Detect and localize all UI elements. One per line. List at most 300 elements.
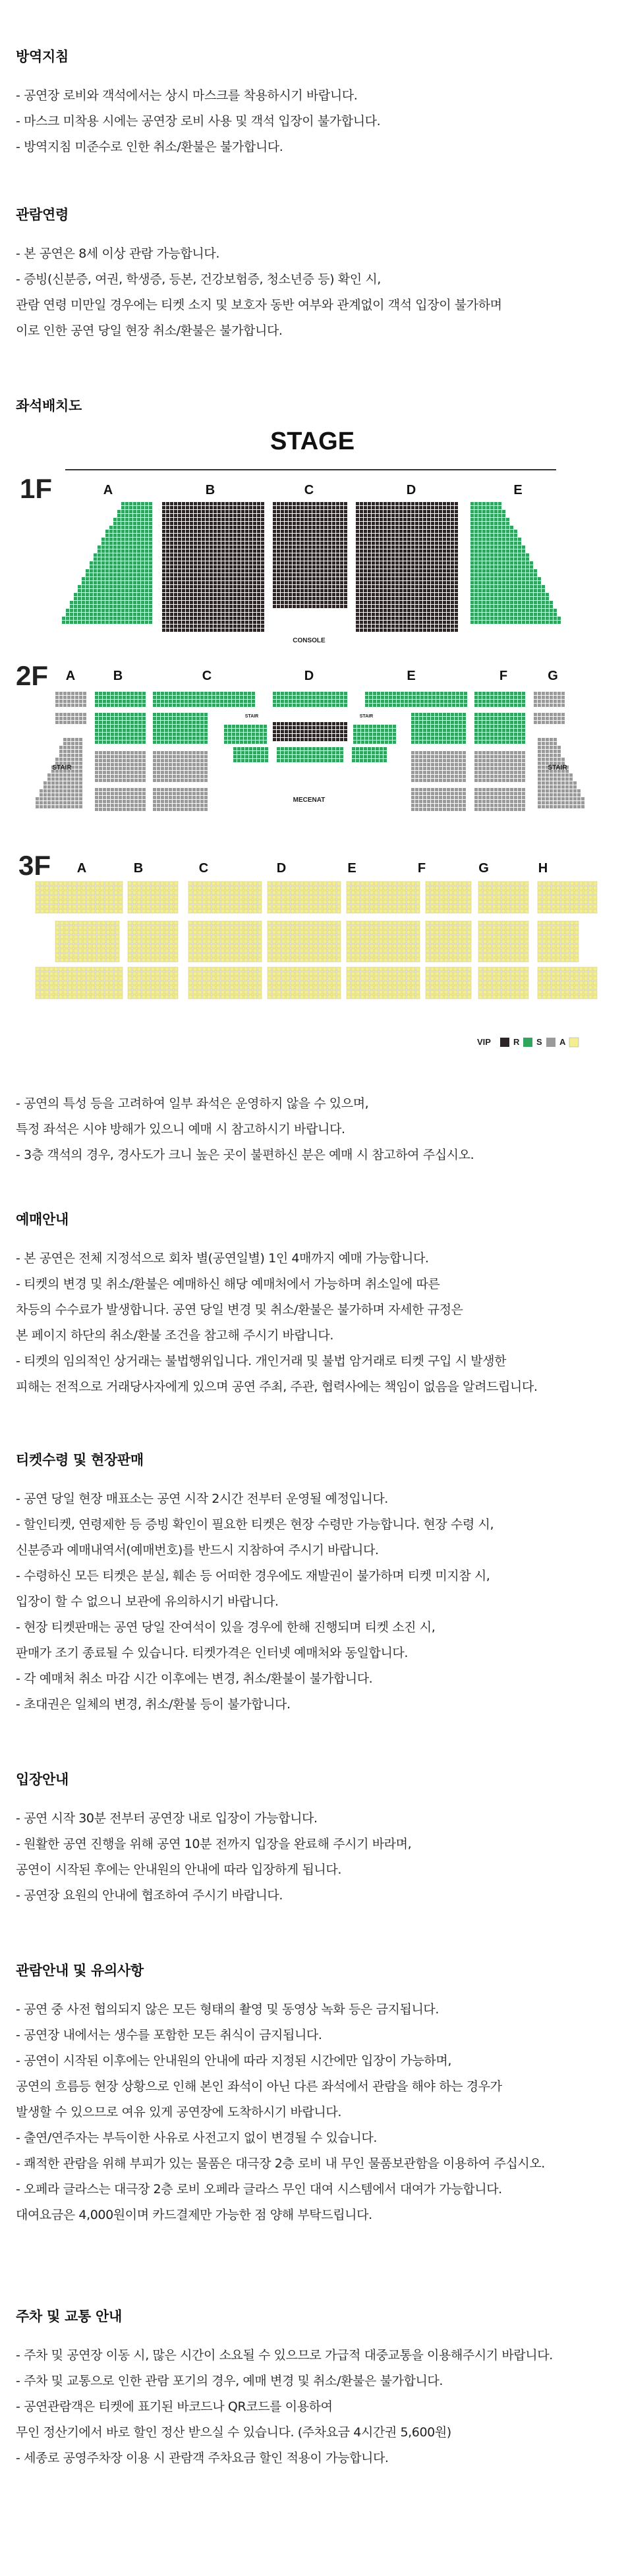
seat	[478, 729, 482, 732]
seat	[474, 737, 478, 740]
seat	[204, 771, 208, 774]
seat	[66, 617, 69, 620]
seat	[419, 737, 422, 740]
seat	[490, 700, 494, 703]
seat	[365, 729, 368, 732]
seat	[336, 561, 339, 565]
seat	[514, 553, 517, 557]
seat	[423, 506, 426, 509]
seat	[557, 621, 561, 624]
seat	[130, 741, 134, 744]
seat	[352, 759, 355, 762]
seat	[265, 747, 268, 750]
seat	[320, 538, 324, 541]
seat	[373, 733, 376, 736]
seat	[133, 601, 136, 604]
seat	[328, 542, 331, 545]
seat	[344, 565, 347, 569]
seat	[233, 609, 237, 612]
seat	[213, 565, 217, 569]
seat	[502, 704, 505, 707]
seat	[482, 721, 486, 724]
seat	[161, 759, 164, 762]
seat	[170, 577, 173, 580]
seat	[478, 577, 482, 580]
seat	[204, 755, 208, 758]
seat	[113, 546, 117, 549]
seat	[542, 700, 545, 703]
seat	[427, 526, 430, 529]
seat	[178, 553, 181, 557]
seat	[344, 581, 347, 584]
seat	[63, 704, 67, 707]
seat	[514, 585, 517, 588]
seat	[161, 767, 164, 770]
seat	[431, 775, 434, 778]
seat	[419, 546, 422, 549]
seat	[381, 741, 384, 744]
seat	[75, 750, 78, 753]
seat	[117, 613, 121, 616]
seat	[127, 771, 130, 774]
seat	[364, 625, 367, 628]
seat	[340, 546, 343, 549]
seat	[360, 526, 363, 529]
seat	[427, 589, 430, 592]
seat	[474, 585, 478, 588]
seat	[308, 569, 312, 573]
seat	[170, 581, 173, 584]
seat	[554, 613, 557, 616]
seat	[498, 737, 501, 740]
seat	[157, 737, 160, 740]
seat	[316, 530, 320, 533]
seat	[134, 767, 138, 770]
seat	[233, 561, 237, 565]
seat	[225, 597, 229, 600]
seat	[137, 542, 140, 545]
seat	[561, 704, 565, 707]
seat	[177, 700, 180, 703]
seat	[431, 767, 434, 770]
seat	[336, 569, 339, 573]
seat	[376, 617, 379, 620]
seat	[137, 506, 140, 509]
seat	[380, 553, 383, 557]
seat	[381, 737, 384, 740]
seat	[198, 530, 201, 533]
seat	[67, 754, 71, 757]
seat	[407, 629, 411, 632]
seat	[181, 692, 184, 695]
seat	[387, 597, 391, 600]
seat	[380, 597, 383, 600]
seat	[277, 506, 280, 509]
seat	[522, 597, 525, 600]
seat	[103, 713, 106, 716]
seat	[297, 581, 300, 584]
seat	[162, 629, 165, 632]
seat	[455, 741, 458, 744]
seat	[308, 726, 312, 729]
seat	[237, 522, 241, 525]
seat	[415, 538, 418, 541]
seat	[435, 573, 438, 576]
seat	[407, 506, 411, 509]
seat	[360, 573, 363, 576]
seat	[293, 561, 296, 565]
seat	[82, 589, 85, 592]
seat	[419, 593, 422, 596]
seat	[300, 759, 304, 762]
seat	[490, 721, 494, 724]
seat	[149, 526, 152, 529]
seat	[145, 546, 148, 549]
seat	[98, 561, 101, 565]
seat	[233, 581, 237, 584]
seat	[364, 601, 367, 604]
seat	[384, 549, 387, 553]
seat	[217, 553, 221, 557]
seat	[308, 593, 312, 596]
seat	[308, 530, 312, 533]
seat	[542, 609, 545, 612]
seat-block	[474, 692, 525, 707]
seat	[427, 510, 430, 513]
seat	[395, 581, 399, 584]
seat	[397, 696, 400, 699]
seat	[277, 734, 280, 737]
seat	[248, 737, 251, 740]
seat	[439, 522, 442, 525]
seat	[90, 597, 93, 600]
seat	[115, 775, 118, 778]
seat	[474, 542, 478, 545]
seat	[474, 573, 478, 576]
seat	[380, 605, 383, 608]
seat	[368, 755, 371, 758]
seat	[138, 721, 142, 724]
seat	[141, 593, 144, 596]
seat	[165, 779, 168, 782]
seat	[486, 729, 490, 732]
seat	[117, 557, 121, 561]
seat	[166, 569, 169, 573]
seat	[423, 542, 426, 545]
seat	[518, 755, 521, 758]
seat	[384, 573, 387, 576]
seat	[405, 696, 408, 699]
seat	[71, 750, 74, 753]
seat	[198, 506, 201, 509]
seat	[376, 510, 379, 513]
seat	[372, 581, 375, 584]
seat	[162, 553, 165, 557]
seat	[459, 755, 462, 758]
seat	[186, 561, 189, 565]
seat	[217, 609, 221, 612]
seat	[502, 609, 505, 612]
seat	[486, 771, 490, 774]
seat	[340, 565, 343, 569]
seat	[403, 609, 407, 612]
seat	[103, 700, 106, 703]
seat	[522, 549, 525, 553]
seat	[273, 514, 276, 517]
seat	[506, 700, 509, 703]
seat	[391, 549, 395, 553]
seat	[304, 601, 308, 604]
seat	[340, 755, 343, 758]
seat	[490, 534, 494, 537]
seat	[186, 621, 189, 624]
seat	[312, 751, 316, 754]
seat	[277, 700, 280, 703]
seat	[312, 722, 316, 725]
seat	[320, 557, 324, 561]
seat	[177, 771, 180, 774]
seat	[141, 565, 144, 569]
seat	[71, 696, 74, 699]
seat	[384, 747, 387, 750]
seat	[407, 577, 411, 580]
seat	[431, 553, 434, 557]
seat	[86, 605, 89, 608]
seat	[526, 561, 529, 565]
seat	[447, 585, 450, 588]
seat	[431, 510, 434, 513]
seat	[369, 704, 372, 707]
seat	[423, 589, 426, 592]
seat	[443, 629, 446, 632]
seat	[190, 625, 193, 628]
seat	[105, 617, 109, 620]
seat	[161, 704, 164, 707]
seat	[141, 581, 144, 584]
seat	[133, 589, 136, 592]
seat	[245, 609, 248, 612]
seat	[419, 625, 422, 628]
seat	[443, 518, 446, 521]
seat	[387, 549, 391, 553]
seat	[308, 597, 312, 600]
seat	[225, 522, 229, 525]
seat	[241, 542, 244, 545]
seat	[407, 530, 411, 533]
seat	[190, 534, 193, 537]
seat	[94, 565, 97, 569]
seat	[78, 621, 81, 624]
seat	[439, 713, 442, 716]
seat	[360, 759, 363, 762]
seat	[182, 553, 185, 557]
seat	[95, 775, 98, 778]
seat	[324, 518, 327, 521]
seat	[204, 779, 208, 782]
seat	[415, 593, 418, 596]
seat	[99, 779, 102, 782]
seat	[494, 522, 498, 525]
seat	[170, 569, 173, 573]
seat	[411, 779, 414, 782]
seat	[427, 542, 430, 545]
seat	[204, 767, 208, 770]
seat	[206, 573, 209, 576]
seat	[173, 713, 176, 716]
seat	[320, 573, 324, 576]
seat	[300, 581, 304, 584]
seat	[225, 585, 229, 588]
seat	[320, 601, 324, 604]
seat	[244, 692, 247, 695]
seat	[232, 692, 235, 695]
seat	[103, 729, 106, 732]
seat	[221, 542, 225, 545]
seat	[304, 734, 308, 737]
seat	[161, 713, 164, 716]
seat	[389, 729, 392, 732]
seat	[514, 534, 517, 537]
seat	[149, 553, 152, 557]
seat	[170, 613, 173, 616]
seat	[514, 767, 517, 770]
seat	[395, 506, 399, 509]
seat	[210, 538, 213, 541]
seat	[153, 733, 156, 736]
seat	[389, 733, 392, 736]
seat	[277, 549, 280, 553]
seat	[304, 538, 308, 541]
seat	[407, 617, 411, 620]
seat	[253, 589, 256, 592]
seat	[474, 779, 478, 782]
seat	[153, 717, 156, 720]
seat	[364, 585, 367, 588]
seat	[538, 721, 541, 724]
seat	[451, 549, 454, 553]
seat	[289, 530, 292, 533]
seat	[293, 549, 296, 553]
seat	[213, 609, 217, 612]
seat	[336, 534, 339, 537]
seat	[94, 613, 97, 616]
seat	[194, 502, 197, 505]
seat	[229, 573, 233, 576]
seat	[166, 510, 169, 513]
seat	[518, 613, 521, 616]
seat	[213, 613, 217, 616]
seat	[401, 700, 404, 703]
seat	[109, 526, 113, 529]
seat	[506, 613, 509, 616]
seat	[194, 625, 197, 628]
seat	[225, 569, 229, 573]
seat	[459, 775, 462, 778]
seat	[162, 534, 165, 537]
seat	[336, 518, 339, 521]
seat	[361, 725, 364, 728]
seat	[145, 526, 148, 529]
seat	[111, 700, 114, 703]
seat	[181, 717, 184, 720]
seat	[530, 621, 533, 624]
seat	[474, 597, 478, 600]
seat	[502, 741, 505, 744]
seat	[526, 553, 529, 557]
seat	[486, 585, 490, 588]
seat	[281, 565, 284, 569]
seat	[380, 546, 383, 549]
seat	[372, 755, 375, 758]
seat	[391, 569, 395, 573]
seat	[435, 510, 438, 513]
seat	[490, 605, 494, 608]
seat	[125, 593, 128, 596]
seat	[217, 605, 221, 608]
seat	[221, 589, 225, 592]
seat	[361, 741, 364, 744]
seat	[99, 725, 102, 728]
seat	[443, 573, 446, 576]
seat	[312, 518, 316, 521]
seat	[253, 549, 256, 553]
seat	[494, 605, 498, 608]
seat	[427, 755, 430, 758]
seat	[157, 759, 160, 762]
seat	[166, 613, 169, 616]
seat	[439, 518, 442, 521]
seat	[316, 585, 320, 588]
seat	[213, 621, 217, 624]
seat	[249, 553, 252, 557]
seat	[277, 530, 280, 533]
seat	[368, 625, 371, 628]
seat	[538, 700, 541, 703]
seat	[109, 538, 113, 541]
seat	[217, 601, 221, 604]
seat	[237, 514, 241, 517]
seat	[145, 593, 148, 596]
seat	[297, 730, 300, 733]
seat	[435, 729, 438, 732]
seat	[451, 510, 454, 513]
seat	[125, 613, 128, 616]
seat	[304, 581, 308, 584]
seat	[229, 589, 233, 592]
seat	[173, 737, 176, 740]
seat	[174, 502, 177, 505]
seat	[186, 530, 189, 533]
seat	[510, 573, 513, 576]
seat	[182, 601, 185, 604]
seat	[115, 767, 118, 770]
seat	[364, 605, 367, 608]
seat	[391, 502, 395, 505]
seat	[119, 755, 122, 758]
seat	[70, 605, 73, 608]
seat	[336, 730, 339, 733]
seat	[451, 759, 454, 762]
seat	[332, 738, 335, 741]
seat	[451, 506, 454, 509]
seat	[385, 696, 388, 699]
seat	[407, 526, 411, 529]
seat	[498, 733, 501, 736]
seat	[185, 713, 188, 716]
seat	[372, 538, 375, 541]
seat	[237, 518, 241, 521]
seat	[340, 730, 343, 733]
